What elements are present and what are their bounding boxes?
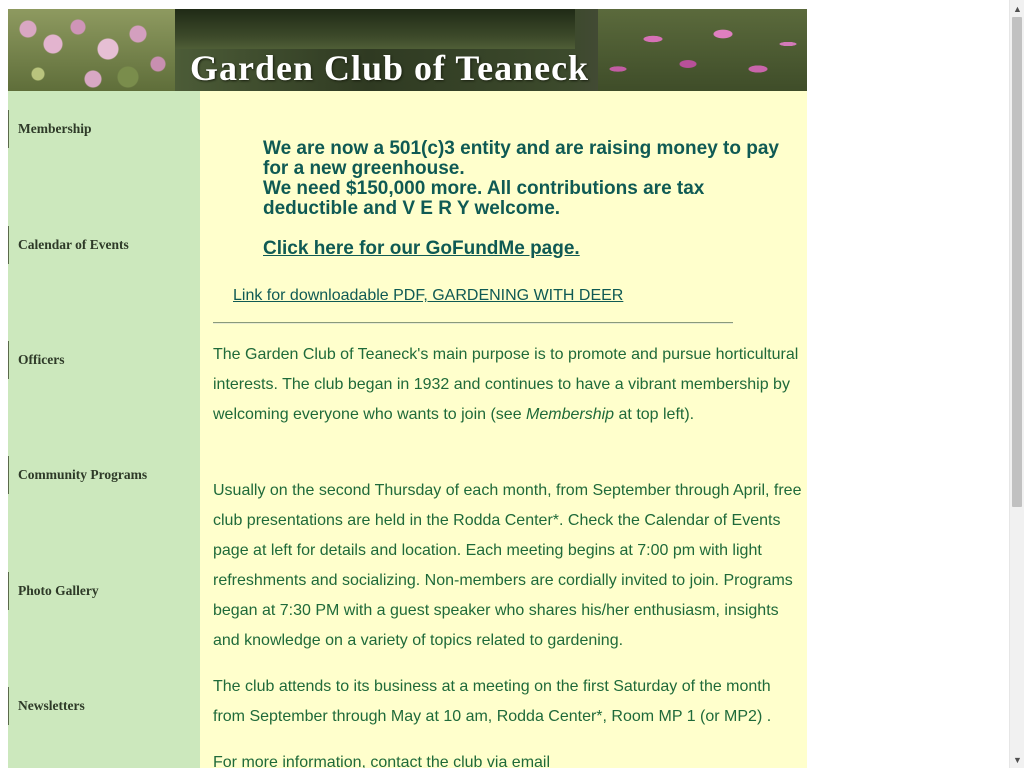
sidebar-item-membership[interactable] [8,110,201,148]
purpose-text-start: The Garden Club of Teaneck's main purpose is to promote and pursue horticultural interests. The club began in 1932 and continues to have a vibrant membership by welcoming everyone who wants to join (see [213,346,799,423]
announcement-line-1: We are now a 501(c)3 entity and are raising money to pay for a new greenhouse. [263,138,779,179]
purpose-text-end: at top left). [614,406,695,423]
page [8,9,807,768]
sidebar-item-label: Officers [18,352,65,367]
sidebar-item-label: Membership [18,121,92,136]
sidebar-item-label: Newsletters [18,698,85,713]
purpose-paragraph [213,340,803,430]
vertical-scrollbar[interactable] [1009,0,1024,768]
sidebar-item-calendar-of-events[interactable] [8,226,201,264]
sidebar-item-label: Calendar of Events [18,237,129,252]
banner-trees-image [175,9,575,49]
arrow-up-icon[interactable]: ▲ [1013,3,1022,14]
fundraising-announcement [263,139,783,259]
main-content [200,91,807,768]
gofundme-link[interactable]: Click here for our GoFundMe page. [263,238,580,259]
announcement-line-2: We need $150,000 more. All contributions are tax deductible and V E R Y welcome. [263,178,705,219]
site-title: Garden Club of Teaneck [190,48,590,88]
sidebar-item-photo-gallery[interactable] [8,572,201,610]
sidebar-item-officers[interactable] [8,341,201,379]
sidebar-item-label: Community Programs [18,467,148,482]
meetings-paragraph: Usually on the second Thursday of each month, from September through April, free club presentations are held in the Rodda Center*. Check the Calendar of Events page at left for details and location. Each meeting begins at 7:00 pm with light refreshments and socializing. Non-members are cordially invited to join. Programs began at 7:30 PM with a guest speaker who shares his/her enthusiasm, insights and knowledge on a variety of topics related to gardening. [213,482,802,649]
banner-flowers-image [8,9,175,91]
sidebar-item-label: Photo Gallery [18,583,99,598]
sidebar-item-community-programs[interactable] [8,456,201,494]
arrow-down-icon[interactable]: ▼ [1013,754,1022,765]
sidebar-nav [8,91,200,768]
announcement-spacer [263,219,783,239]
business-meeting-paragraph: The club attends to its business at a meeting on the first Saturday of the month from September through May at 10 am, Rodda Center*, Room MP 1 (or MP2) . [213,678,772,725]
header-banner [8,9,807,91]
banner-tulips-image [598,9,807,91]
scrollbar-thumb[interactable] [1012,17,1022,507]
sidebar-item-newsletters[interactable] [8,687,201,725]
membership-emphasis: Membership [526,406,615,423]
gardening-with-deer-pdf-link[interactable]: Link for downloadable PDF, GARDENING WITH DEER [233,287,624,304]
contact-paragraph: For more information, contact the club via email [213,754,551,768]
horizontal-divider [213,322,733,324]
